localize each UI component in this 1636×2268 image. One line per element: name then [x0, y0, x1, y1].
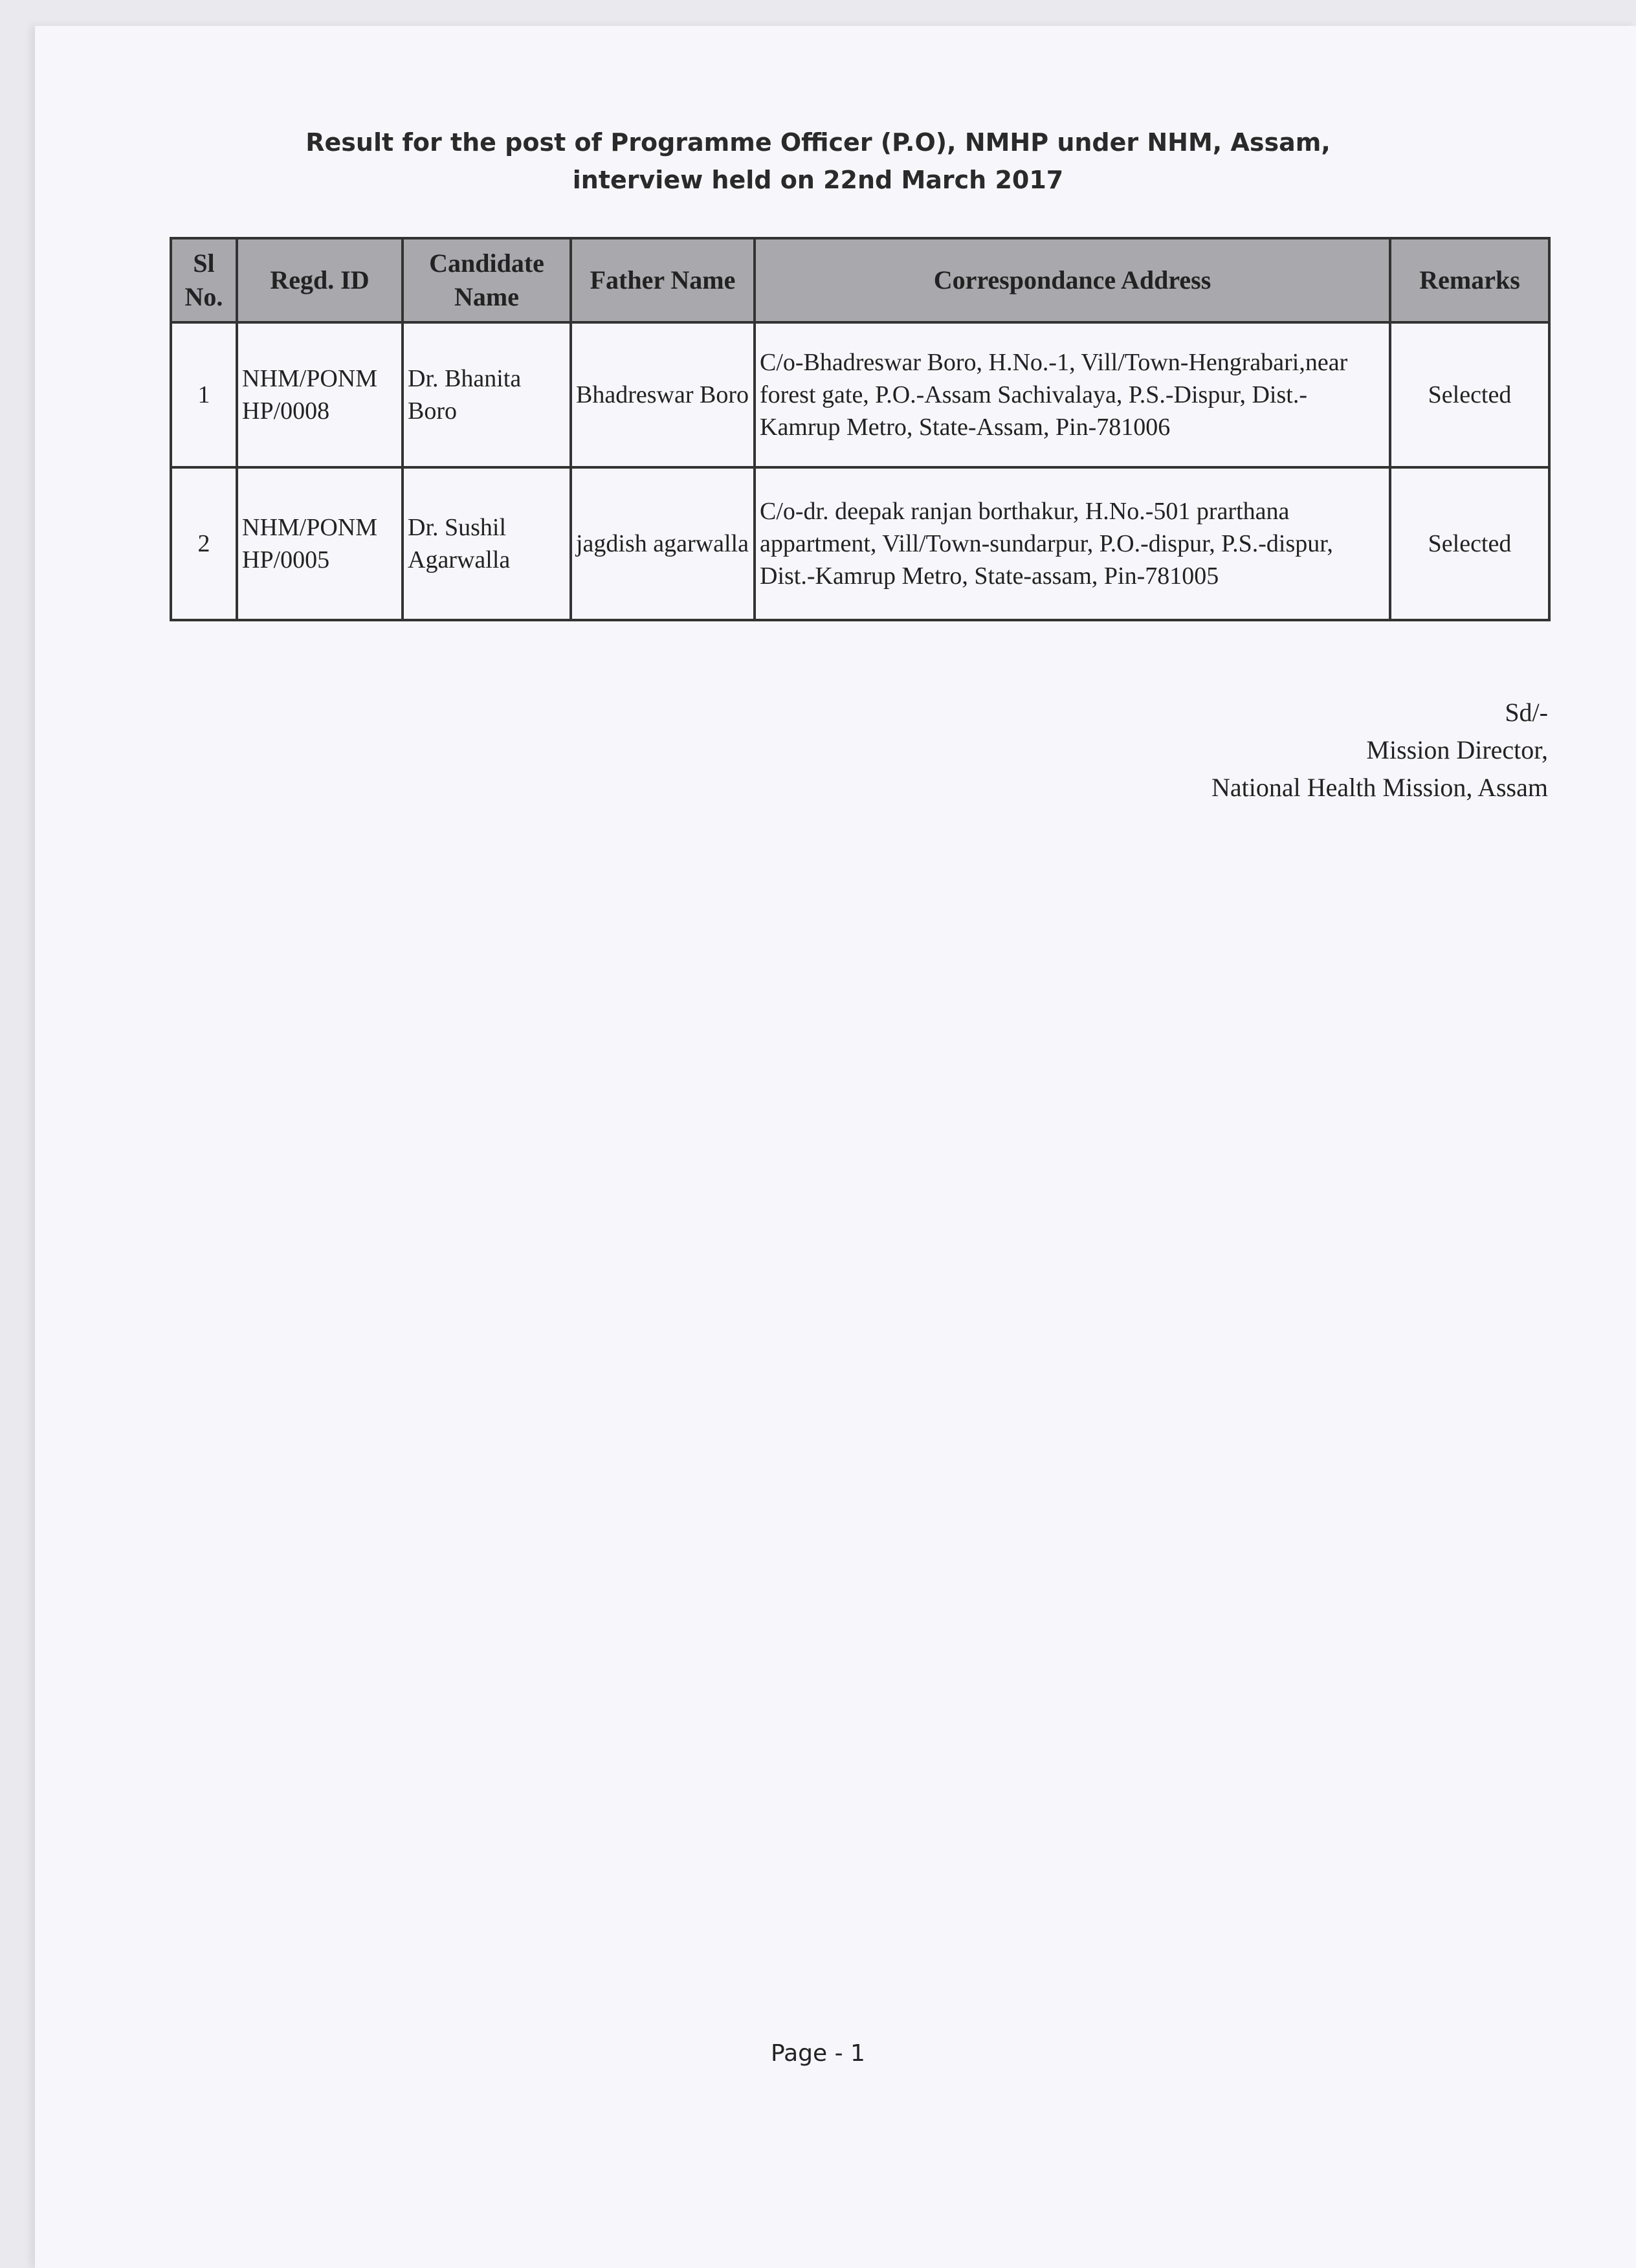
cell-regd-id: NHM/PONM HP/0005: [237, 467, 403, 620]
signature-block: [1211, 694, 1548, 806]
header-remarks: Remarks: [1390, 238, 1549, 322]
signature-organization: National Health Mission, Assam: [1211, 773, 1548, 802]
page-number: Page - 1: [771, 2040, 865, 2067]
header-regd-id: Regd. ID: [237, 238, 403, 322]
table-header-row: [171, 238, 1549, 322]
document-title: Result for the post of Programme Officer (P.O), NMHP under NHM, Assam,: [305, 128, 1331, 157]
header-address: Correspondance Address: [755, 238, 1390, 322]
header-father-name: Father Name: [571, 238, 755, 322]
header-candidate-name: Candidate Name: [403, 238, 571, 322]
cell-address: C/o-Bhadreswar Boro, H.No.-1, Vill/Town-Hengrabari,near forest gate, P.O.-Assam Sachivalaya, P.S.-Dispur, Dist.-Kamrup Metro, State-Assam, Pin-781006: [755, 322, 1390, 467]
cell-address: C/o-dr. deepak ranjan borthakur, H.No.-501 prarthana appartment, Vill/Town-sundarpur, P.O.-dispur, P.S.-dispur, Dist.-Kamrup Metro, State-assam, Pin-781005: [755, 467, 1390, 620]
cell-father-name: jagdish agarwalla: [571, 467, 755, 620]
cell-candidate-name: Dr. Bhanita Boro: [403, 322, 571, 467]
cell-sl-no: 2: [171, 467, 237, 620]
document-subtitle: interview held on 22nd March 2017: [572, 166, 1064, 194]
result-table: [170, 237, 1551, 621]
cell-remarks: Selected: [1390, 467, 1549, 620]
cell-candidate-name: Dr. Sushil Agarwalla: [403, 467, 571, 620]
cell-sl-no: 1: [171, 322, 237, 467]
cell-regd-id: NHM/PONM HP/0008: [237, 322, 403, 467]
header-sl-no: Sl No.: [171, 238, 237, 322]
cell-father-name: Bhadreswar Boro: [571, 322, 755, 467]
table-row: [171, 322, 1549, 467]
signature-designation: Mission Director,: [1366, 735, 1548, 764]
cell-remarks: Selected: [1390, 322, 1549, 467]
table-row: [171, 467, 1549, 620]
signature-sd: Sd/-: [1505, 698, 1548, 727]
